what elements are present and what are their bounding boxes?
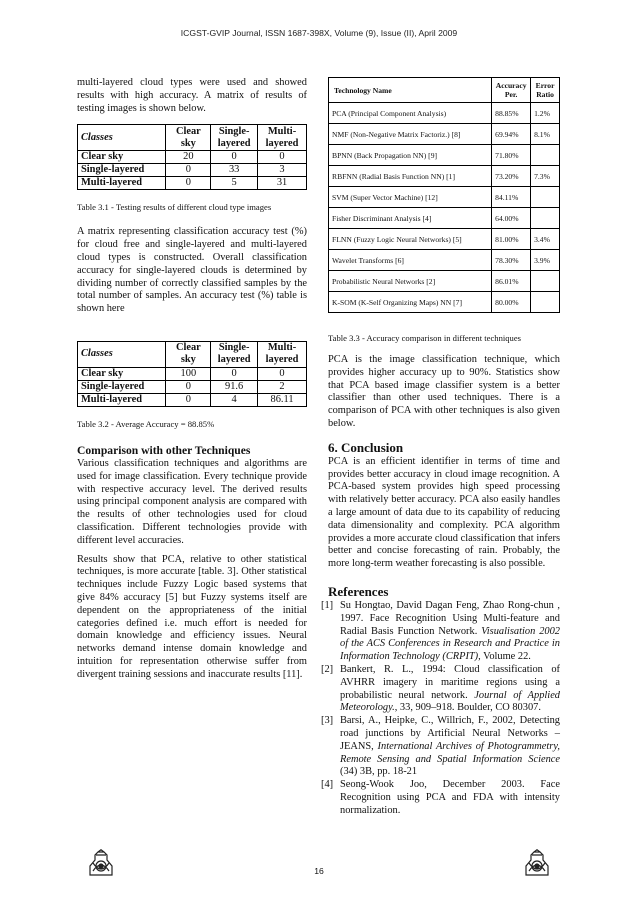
table-row: [329, 229, 560, 250]
table-cell: 78.30%: [492, 250, 531, 271]
table-cell: 0: [166, 380, 211, 393]
table-cell: 3: [258, 164, 307, 177]
reference-text: Seong-Wook Joo, December 2003. Face Recognition using PCA and FDA with intensity normalization.: [340, 779, 560, 816]
left-column: [77, 77, 307, 682]
table-row: [329, 187, 560, 208]
table-cell: 0: [166, 177, 211, 190]
results-paragraph: Results show that PCA, relative to other statistical techniques, is more accurate [table. 3]. Other statistical techniques include Fuzzy Logic based systems that give 84% accuracy [5] but Fuzzy systems itself are dependent on the appropriateness of the initial categories defined i.e. much effort is needed for domain knowledge and efficiency issues. Neural networks demand intense domain knowledge and intuition for representation otherwise suffer from divergent training sessions and inaccurate results [11].: [77, 553, 307, 680]
table-cell: 91.6: [211, 380, 258, 393]
table-cell: 86.11: [258, 393, 307, 406]
table-cell: Wavelet Transforms [6]: [329, 250, 492, 271]
technology-comparison-table: [328, 77, 560, 313]
table-cell: BPNN (Back Propagation NN) [9]: [329, 145, 492, 166]
table-cell: Multi-layered: [78, 393, 166, 406]
table-cell: 0: [258, 151, 307, 164]
table-header: Classes: [78, 125, 166, 151]
table-cell: 69.94%: [492, 124, 531, 145]
testing-results-table: [77, 124, 307, 190]
table-row: [78, 177, 307, 190]
table-cell: 81.00%: [492, 229, 531, 250]
intro-paragraph: multi-layered cloud types were used and showed results with high accuracy. A matrix of results of testing images is shown below.: [77, 77, 307, 114]
table-cell: [531, 187, 560, 208]
accuracy-test-table: [77, 341, 307, 407]
table-cell: 7.3%: [531, 166, 560, 187]
table-row: [329, 145, 560, 166]
references-title: References: [328, 583, 389, 599]
table-cell: RBFNN (Radial Basis Function NN) [1]: [329, 166, 492, 187]
table-row: [78, 151, 307, 164]
table-cell: 20: [166, 151, 211, 164]
reference-number: [4]: [321, 779, 334, 791]
table-header: Multi-layered: [258, 125, 307, 151]
table-header: Classes: [78, 341, 166, 367]
table-row: [78, 367, 307, 380]
table-cell: 73.20%: [492, 166, 531, 187]
right-column: [321, 77, 560, 818]
page-number: 16: [314, 866, 324, 876]
reference-venue: Visualisation 2002 of the ACS Conferences in Research and Practice in Information Technology (CRPIT),: [340, 625, 560, 663]
reference-text: Bankert, R. L., 1994: Cloud classification of AVHRR imagery in maritime regions using a probabilistic neural network.: [340, 663, 560, 701]
journal-header: ICGST-GVIP Journal, ISSN 1687-398X, Volume (9), Issue (II), April 2009: [180, 28, 458, 38]
table-header: Clear sky: [166, 125, 211, 151]
table-header: Error Ratio: [531, 78, 560, 103]
table-row: [329, 124, 560, 145]
reference-number: [3]: [321, 715, 334, 727]
table-header: Multi-layered: [258, 341, 307, 367]
table-row: [78, 164, 307, 177]
table-cell: 8.1%: [531, 124, 560, 145]
table-cell: 64.00%: [492, 208, 531, 229]
table-cell: 4: [211, 393, 258, 406]
reference-venue: Journal of Applied Meteorology.: [340, 689, 560, 714]
table-header: Accuracy Per.: [492, 78, 531, 103]
table-caption: Table 3.3 - Accuracy comparison in different techniques: [328, 333, 522, 343]
table-caption: Table 3.2 - Average Accuracy = 88.85%: [77, 418, 215, 429]
table-header: Single-layered: [211, 341, 258, 367]
reference-item: [321, 715, 560, 779]
section-title: Comparison with other Techniques: [77, 443, 251, 457]
table-cell: Single-layered: [78, 164, 166, 177]
table-cell: 84.11%: [492, 187, 531, 208]
table-cell: 86.01%: [492, 271, 531, 292]
journal-logo-icon: [522, 849, 552, 879]
reference-item: [321, 779, 560, 817]
table-cell: [531, 208, 560, 229]
table-cell: 100: [166, 367, 211, 380]
reference-text: Su Hongtao, David Dagan Feng, Zhao Rong-chun , 1997. Face Recognition Using Multi-feature and Radial Basis Function Network.: [340, 599, 560, 637]
table-cell: Fisher Discriminant Analysis [4]: [329, 208, 492, 229]
conclusion-title: 6. Conclusion: [328, 439, 404, 455]
table-cell: Clear sky: [78, 151, 166, 164]
pca-paragraph: PCA is the image classification technique, which provides higher accuracy up to 90%. Statistics show that PCA based image classifier system is a better classifier than other used techniques. There is a comparison of PCA with other techniques is also given below.: [328, 354, 560, 429]
table-cell: 2: [258, 380, 307, 393]
table-cell: 0: [258, 367, 307, 380]
table-header: Clear sky: [166, 341, 211, 367]
reference-item: [321, 664, 560, 715]
reference-number: [1]: [321, 599, 334, 611]
table-header: Single-layered: [211, 125, 258, 151]
table-row: [329, 250, 560, 271]
table-cell: [531, 271, 560, 292]
reference-detail: Volume 22.: [480, 651, 531, 663]
table-cell: [531, 145, 560, 166]
table-cell: 31: [258, 177, 307, 190]
table-cell: 0: [166, 164, 211, 177]
table-cell: 33: [211, 164, 258, 177]
table-cell: 3.4%: [531, 229, 560, 250]
table-row: [329, 103, 560, 124]
accuracy-paragraph: A matrix representing classification accuracy test (%) for cloud free and single-layered and multi-layered cloud types is constructed. Overall classification accuracy for single-layered clouds is determined by dividing number of correctly classified samples by the total number of samples. An accuracy test (%) table is shown here: [77, 226, 307, 315]
table-cell: 1.2%: [531, 103, 560, 124]
table-cell: NMF (Non-Negative Matrix Factoriz.) [8]: [329, 124, 492, 145]
table-cell: PCA (Principal Component Analysis): [329, 103, 492, 124]
table-cell: Probabilistic Neural Networks [2]: [329, 271, 492, 292]
table-cell: 0: [211, 151, 258, 164]
table-cell: 0: [166, 393, 211, 406]
reference-detail: , 33, 909–918. Boulder, CO 80307.: [394, 702, 541, 714]
table-row: [329, 166, 560, 187]
table-cell: 71.80%: [492, 145, 531, 166]
reference-number: [2]: [321, 663, 334, 675]
reference-item: [321, 600, 560, 664]
table-cell: K-SOM (K-Self Organizing Maps) NN [7]: [329, 292, 492, 313]
table-cell: 0: [211, 367, 258, 380]
table-row: [329, 271, 560, 292]
table-cell: Single-layered: [78, 380, 166, 393]
table-cell: Multi-layered: [78, 177, 166, 190]
table-cell: 80.00%: [492, 292, 531, 313]
conclusion-paragraph: PCA is an efficient identifier in terms of time and provides better accuracy in cloud image recognition. A PCA-based system provides high speed processing with relatively better accuracy. PCA also easily handles a large amount of data due to its capability of reducing data dimensionality and complexity. PCA algorithm provides a more accurate cloud classification that infers better and concise forecasting of rain. Probably, the more long-term weather forecasting is also possible.: [328, 455, 560, 570]
table-cell: FLNN (Fuzzy Logic Neural Networks) [5]: [329, 229, 492, 250]
comparison-paragraph: Various classification techniques and algorithms are used for image classification. Every technique provide with respective accuracy level. The derived results using principal component analysis are compared with the results of other technologies used for cloud classification. Different technologies provide with different level accuracies.: [77, 457, 307, 546]
table-cell: 5: [211, 177, 258, 190]
reference-detail: (34) 3B, pp. 18-21: [340, 766, 418, 778]
table-cell: Clear sky: [78, 367, 166, 380]
reference-venue: International Archives of Photogrammetry, Remote Sensing and Spatial Information Science: [340, 740, 560, 765]
table-caption: Table 3.1 - Testing results of different cloud type images: [77, 202, 272, 213]
table-header: Technology Name: [329, 78, 492, 103]
table-row: [78, 393, 307, 406]
reference-text: Barsi, A., Heipke, C., Willrich, F., 2002, Detecting road junctions by Artificial Neural Networks – JEANS,: [340, 715, 560, 752]
table-row: [329, 208, 560, 229]
table-cell: SVM (Super Vector Machine) [12]: [329, 187, 492, 208]
table-row: [329, 292, 560, 313]
table-cell: 3.9%: [531, 250, 560, 271]
table-cell: 88.85%: [492, 103, 531, 124]
table-cell: [531, 292, 560, 313]
references-list: [321, 600, 560, 818]
table-row: [78, 380, 307, 393]
